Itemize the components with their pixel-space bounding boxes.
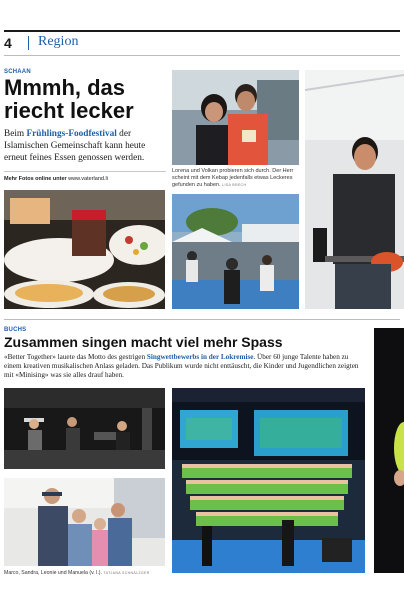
article2-body (4, 353, 366, 380)
article2-caption-text: Marco, Sandra, Leonie und Manuela (v. l.). (4, 570, 102, 576)
photo-couple-kebab (172, 70, 299, 165)
article2-caption (4, 570, 165, 577)
more-photos-label: Mehr Fotos online unter (4, 176, 69, 182)
section-name: Region (38, 34, 79, 49)
article1-lead-prefix: Beim (4, 129, 27, 139)
article1-headline-line1: Mmmh, das (4, 75, 126, 100)
photo-band-stage-image (4, 388, 165, 469)
article1-kicker: SCHAAN (4, 69, 31, 75)
article1-lead (4, 128, 167, 164)
photo-festival-crowd-image (172, 194, 299, 309)
article1-headline-line2: riecht lecker (4, 98, 134, 123)
photo-family (4, 478, 165, 566)
article1-lead-rule (4, 171, 166, 172)
photo-choir-stage (172, 388, 365, 573)
article1-more-photos (4, 176, 108, 182)
photo-festival-crowd (172, 194, 299, 309)
photo-grill-man-image (305, 70, 404, 309)
header-rule (4, 30, 400, 32)
article1-caption (172, 168, 300, 189)
photo-band-stage (4, 388, 165, 469)
more-photos-link[interactable]: www.vaterland.li (68, 176, 108, 182)
photo-adjacent-article-image (374, 328, 404, 573)
article2-body-part1: «Better Together» lauete das Motto des gestrigen (4, 353, 147, 361)
article2-caption-credit: TATJANA SCHNALZGER (103, 571, 150, 575)
photo-desserts (4, 190, 165, 309)
article2-headline: Zusammen singen macht viel mehr Spass (4, 334, 283, 350)
article1-lead-highlight: Frühlings-Foodfestival (26, 129, 117, 139)
article2-kicker: BUCHS (4, 327, 27, 333)
header-underline (4, 55, 400, 56)
photo-family-image (4, 478, 165, 566)
article1-caption-text: Lorena und Volkan probieren sich durch. Der Herr scheint mit dem Kebap jedenfalls etwas Leckeres gefunden zu haben. (172, 168, 294, 188)
photo-desserts-image (4, 190, 165, 309)
article1-headline (4, 76, 134, 122)
article1-caption-credit: LISA BRECH (222, 183, 247, 187)
section-divider (28, 36, 29, 50)
photo-adjacent-article (374, 328, 404, 573)
article2-body-highlight: Singwettbewerbs in der Lokremise (146, 353, 254, 361)
page-number: 4 (4, 35, 12, 51)
section-divider-rule (4, 319, 400, 320)
photo-grill-man (305, 70, 404, 309)
article2-body-part2: . Über 60 junge Talente haben zu einem kreativen musikalischen Anlass geladen. Das Publikum wurde nicht enttäuscht, die Kinder und Jugendlichen zeigten mit «Minising» was sie alles drauf haben. (4, 353, 359, 379)
photo-couple-kebab-image (172, 70, 299, 165)
article1-lead-rest: der Islamischen Gemeinschaft kann heute erneut feines Essen genossen werden. (4, 129, 146, 163)
photo-choir-stage-image (172, 388, 365, 573)
